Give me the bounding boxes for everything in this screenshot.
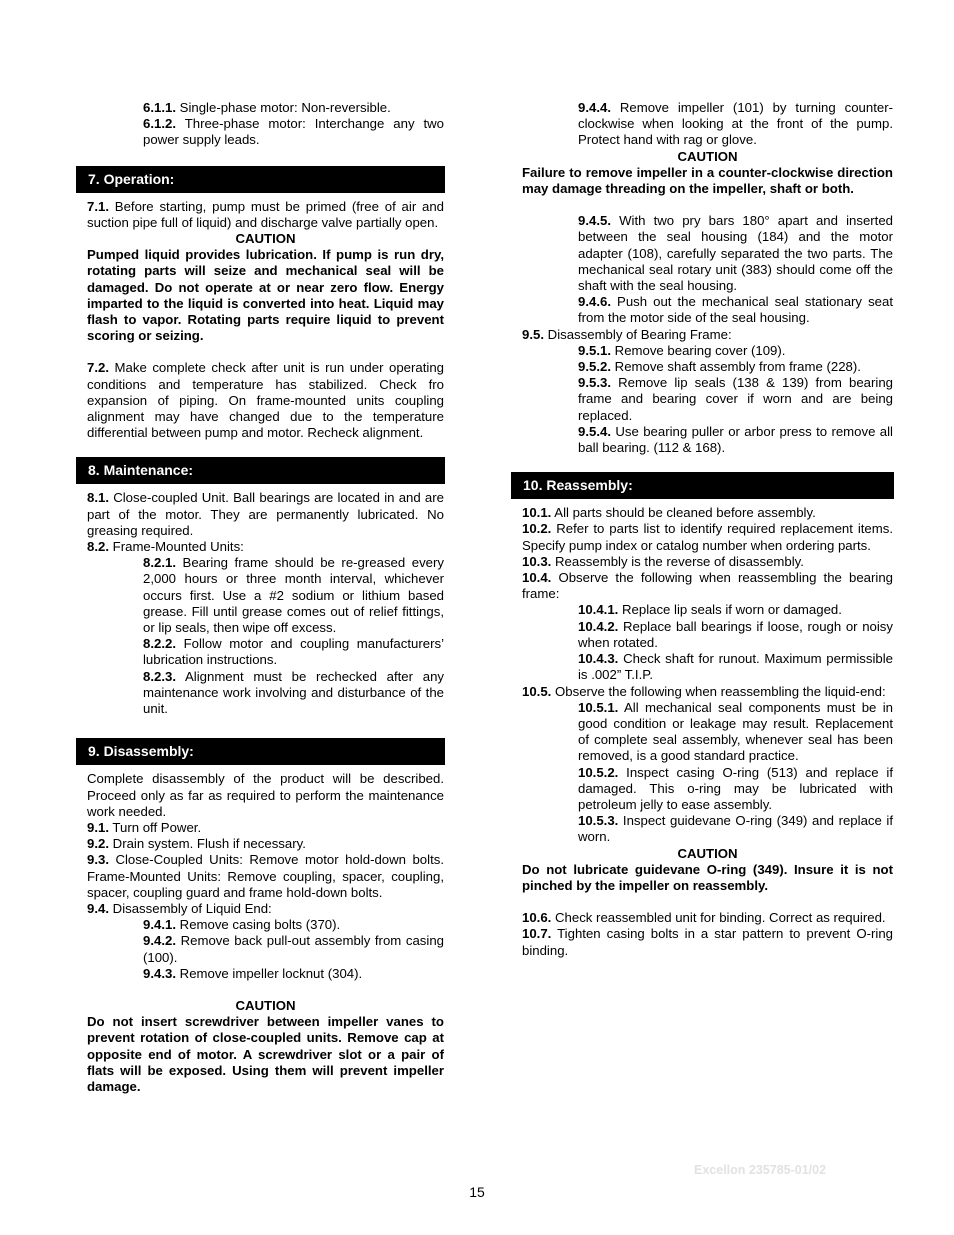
step-number: 8.2.3. <box>143 668 176 684</box>
step-number: 9.4.6. <box>578 294 611 310</box>
document-id-footer: Excellon 235785-01/02 <box>694 1163 827 1177</box>
step-10-7 <box>522 926 893 958</box>
step-number: 9.5.3. <box>578 375 611 391</box>
step-10-4-2 <box>578 619 893 651</box>
step-9-5 <box>522 327 893 343</box>
step-text: Disassembly of Liquid End: <box>109 900 272 916</box>
caution-heading: CAUTION <box>677 845 738 861</box>
step-text: Remove back pull-out assembly from casing (100). <box>143 933 444 965</box>
step-6-1-2 <box>143 116 444 148</box>
step-9-5-1 <box>578 343 893 359</box>
step-text: Close-coupled Unit. Ball bearings are located in and are part of the motor. They are permanently lubricated. No greasing required. <box>87 490 444 538</box>
step-10-5-1 <box>578 700 893 765</box>
step-text: Check reassembled unit for binding. Correct as required. <box>551 910 886 926</box>
caution-heading: CAUTION <box>677 148 738 164</box>
step-text: Alignment must be rechecked after any maintenance work involving and disturbance of the unit. <box>143 668 444 717</box>
step-10-6 <box>522 910 893 926</box>
step-10-2 <box>522 521 893 553</box>
step-number: 10.2. <box>522 521 552 537</box>
section-header-disassembly: 9. Disassembly: <box>76 738 445 765</box>
step-number: 8.1. <box>87 490 109 506</box>
right-column <box>522 100 893 959</box>
step-10-5 <box>522 684 893 700</box>
step-text: Use bearing puller or arbor press to remove all ball bearing. (112 & 168). <box>578 423 893 456</box>
step-number: 10.1. <box>522 505 552 521</box>
step-number: 10.5.3. <box>578 813 619 829</box>
step-number: 6.1.2. <box>143 116 176 132</box>
step-text: Tighten casing bolts in a star pattern to prevent O-ring binding. <box>522 926 893 958</box>
step-text: Replace lip seals if worn or damaged. <box>618 602 842 618</box>
caution-text: Do not insert screwdriver between impeller vanes to prevent rotation of close-coupled units. Remove cap at opposite end of motor. A screwdriver slot or a pair of flats will be exposed. Using them will prevent impeller damage. <box>87 1014 444 1094</box>
step-number: 9.5.2. <box>578 359 611 375</box>
step-text: Drain system. Flush if necessary. <box>109 836 306 852</box>
step-number: 8.2.1. <box>143 555 176 571</box>
step-number: 9.3. <box>87 852 109 868</box>
step-8-2-2 <box>143 636 444 668</box>
step-10-4-3 <box>578 651 893 683</box>
step-number: 10.4.2. <box>578 618 619 634</box>
step-text: Refer to parts list to identify required replacement items. Specify pump index or catalog number when ordering parts. <box>522 521 893 553</box>
step-9-4-2 <box>143 933 444 965</box>
step-8-1 <box>87 490 444 539</box>
step-number: 9.4.5. <box>578 213 611 229</box>
section-header-maintenance: 8. Maintenance: <box>76 457 445 484</box>
step-number: 10.5.1. <box>578 699 619 715</box>
step-text: All parts should be cleaned before assembly. <box>551 505 816 521</box>
step-text: Follow motor and coupling manufacturers’ lubrication instructions. <box>143 636 444 668</box>
step-9-4 <box>87 901 444 917</box>
step-9-4-3 <box>143 966 444 982</box>
step-number: 8.2.2. <box>143 636 176 652</box>
step-text: Observe the following when reassembling the bearing frame: <box>522 570 893 602</box>
step-number: 9.5.4. <box>578 423 611 439</box>
step-9-5-3 <box>578 375 893 424</box>
step-number: 7.2. <box>87 360 109 376</box>
step-8-2-1 <box>143 555 444 636</box>
step-9-4-5 <box>578 213 893 294</box>
step-10-5-3 <box>578 813 893 845</box>
step-9-4-1 <box>143 917 444 933</box>
step-text: Bearing frame should be re-greased every 2,000 hours or three month interval, whichever occurs first. Use a #2 sodium or lithium based grease. Fill until grease comes out of relief fittings, or lip seals, then wipe off excess. <box>143 555 444 636</box>
step-number: 9.4.1. <box>143 917 176 933</box>
step-number: 9.4.3. <box>143 965 176 981</box>
left-column <box>87 100 444 1095</box>
step-9-4-6 <box>578 294 893 326</box>
step-text: Remove bearing cover (109). <box>611 342 786 358</box>
step-number: 9.5.1. <box>578 342 611 358</box>
caution-text: Failure to remove impeller in a counter-clockwise direction may damage threading on the impeller, shaft or both. <box>522 164 893 197</box>
step-10-5-2 <box>578 765 893 814</box>
step-7-1 <box>87 199 444 231</box>
step-text: Remove casing bolts (370). <box>176 917 341 933</box>
step-number: 10.4.3. <box>578 651 619 667</box>
step-9-5-2 <box>578 359 893 375</box>
step-text: Remove shaft assembly from frame (228). <box>611 359 861 375</box>
step-number: 10.5.2. <box>578 764 619 780</box>
step-9-5-4 <box>578 424 893 456</box>
step-number: 8.2. <box>87 539 109 555</box>
step-8-2 <box>87 539 444 555</box>
step-text: Inspect guidevane O-ring (349) and replace if worn. <box>578 813 893 845</box>
step-number: 9.1. <box>87 819 109 835</box>
step-6-1-1 <box>143 100 444 116</box>
caution-heading: CAUTION <box>235 997 296 1013</box>
disassembly-intro: Complete disassembly of the product will be described. Proceed only as far as required to perform the maintenance work needed. <box>87 771 444 819</box>
step-9-1 <box>87 820 444 836</box>
step-number: 10.6. <box>522 910 552 926</box>
step-text: Replace ball bearings if loose, rough or noisy when rotated. <box>578 618 893 650</box>
step-9-2 <box>87 836 444 852</box>
step-text: With two pry bars 180° apart and inserted between the seal housing (184) and the motor adapter (108), carefully separated the two parts. The mechanical seal rotary unit (383) should come off the shaft with the seal housing. <box>578 213 893 294</box>
step-text: Remove impeller (101) by turning counter-clockwise when looking at the front of the pump. Protect hand with rag or glove. <box>578 100 893 148</box>
caution-heading: CAUTION <box>235 231 296 247</box>
step-number: 9.4.2. <box>143 933 176 949</box>
step-text: All mechanical seal components must be in good condition or leakage may result. Replacement of complete seal assembly, whenever seal has been removed, is a good standard practice. <box>578 699 893 764</box>
section-header-operation: 7. Operation: <box>76 166 445 193</box>
step-9-3 <box>87 852 444 901</box>
step-7-2 <box>87 360 444 441</box>
step-10-4 <box>522 570 893 602</box>
step-text: Check shaft for runout. Maximum permissible is .002” T.I.P. <box>578 651 893 683</box>
step-number: 9.2. <box>87 836 109 852</box>
step-10-1 <box>522 505 893 521</box>
step-text: Three-phase motor: Interchange any two power supply leads. <box>143 116 444 148</box>
step-number: 10.3. <box>522 553 552 569</box>
step-number: 7.1. <box>87 198 109 214</box>
step-9-4-4 <box>578 100 893 149</box>
step-text: Push out the mechanical seal stationary seat from the motor side of the seal housing. <box>578 294 893 326</box>
step-text: Disassembly of Bearing Frame: <box>544 326 732 342</box>
step-number: 6.1.1. <box>143 100 176 115</box>
step-text: Inspect casing O-ring (513) and replace if damaged. This o-ring may be lubricated with petroleum jelly to ease assembly. <box>578 764 893 812</box>
caution-text: Pumped liquid provides lubrication. If pump is run dry, rotating parts will seize and mechanical seal will be damaged. Do not operate at or near zero flow. Energy imparted to the liquid is converted into heat. Liquid may flash to vapor. Rotating parts require liquid to prevent scoring or seizing. <box>87 247 444 344</box>
step-number: 10.4.1. <box>578 602 619 618</box>
step-text: Remove lip seals (138 & 139) from bearing frame and bearing cover if worn and are being replaced. <box>578 375 893 423</box>
step-number: 9.5. <box>522 326 544 342</box>
step-number: 10.7. <box>522 926 552 942</box>
step-10-3 <box>522 554 893 570</box>
step-number: 9.4.4. <box>578 100 611 115</box>
page-number: 15 <box>469 1184 485 1200</box>
step-text: Single-phase motor: Non-reversible. <box>176 100 391 115</box>
step-number: 10.4. <box>522 570 552 586</box>
step-10-4-1 <box>578 602 893 618</box>
step-text: Reassembly is the reverse of disassembly. <box>551 553 804 569</box>
step-text: Remove impeller locknut (304). <box>176 965 363 981</box>
section-header-reassembly: 10. Reassembly: <box>511 472 894 499</box>
step-text: Observe the following when reassembling the liquid-end: <box>551 683 886 699</box>
step-number: 9.4. <box>87 900 109 916</box>
step-text: Frame-Mounted Units: <box>109 539 244 555</box>
step-number: 10.5. <box>522 683 552 699</box>
step-text: Before starting, pump must be primed (free of air and suction pipe full of liquid) and discharge valve partially open. <box>87 198 444 230</box>
step-8-2-3 <box>143 669 444 718</box>
step-text: Make complete check after unit is run under operating conditions and temperature has stabilized. Check fro expansion of piping. On frame-mounted units coupling alignment may have changed due to the temperature differential between pump and motor. Recheck alignment. <box>87 360 444 441</box>
step-text: Turn off Power. <box>109 819 202 835</box>
caution-text: Do not lubricate guidevane O-ring (349). Insure it is not pinched by the impeller on reassembly. <box>522 861 893 893</box>
step-text: Close-Coupled Units: Remove motor hold-down bolts. Frame-Mounted Units: Remove coupling, spacer, coupling, spacer, coupling guard and frame hold-down bolts. <box>87 852 444 900</box>
